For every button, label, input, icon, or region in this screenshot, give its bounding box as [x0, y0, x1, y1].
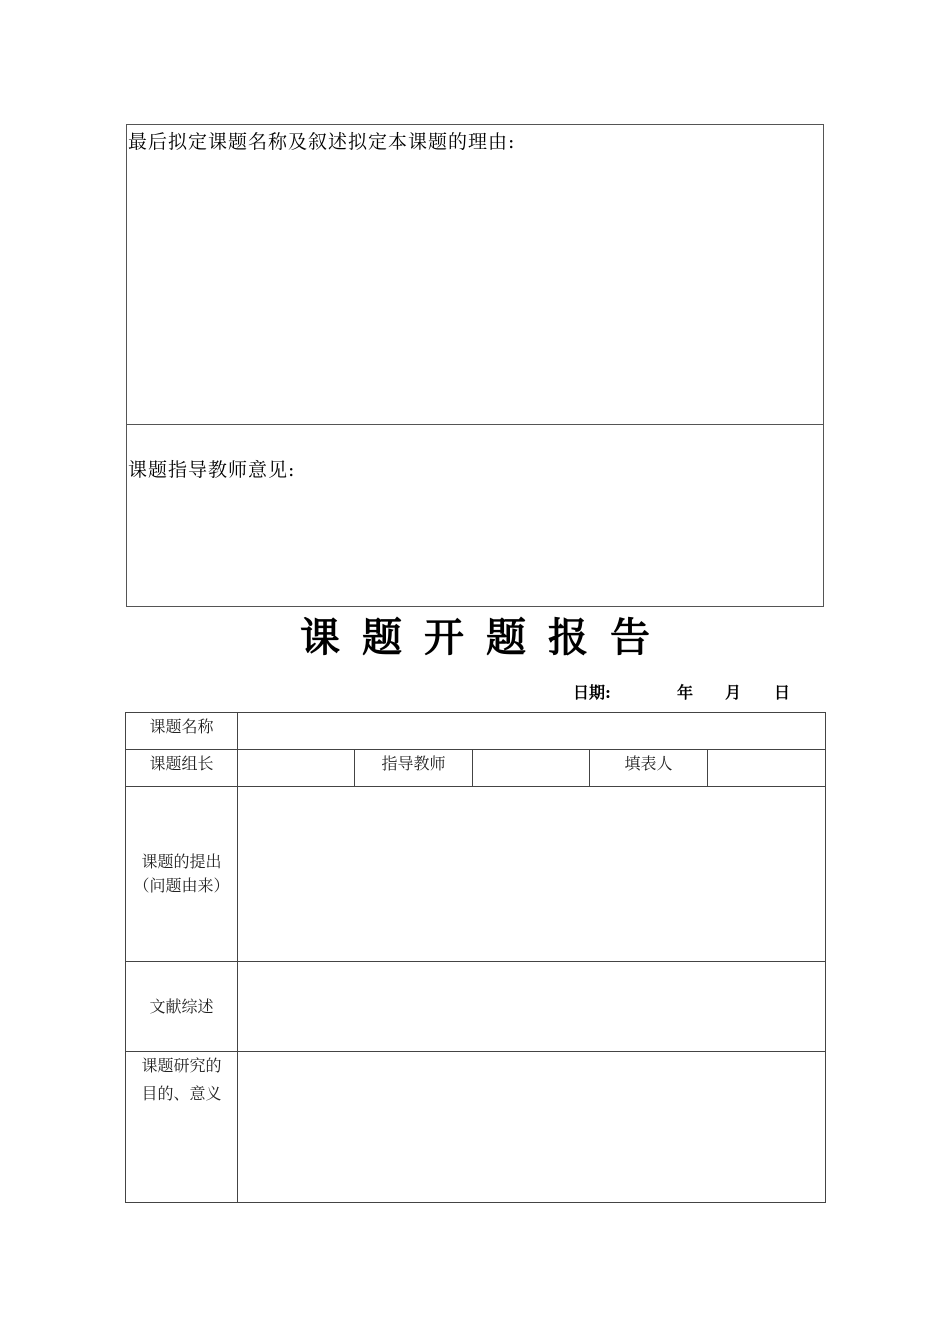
purpose-label-line2: 目的、意义: [141, 1084, 222, 1103]
literature-field[interactable]: [238, 962, 826, 1052]
filler-label: 填表人: [590, 750, 708, 787]
report-title: 课题开题报告: [300, 614, 672, 661]
date-year: 年: [677, 683, 694, 702]
reason-box[interactable]: [126, 124, 824, 425]
purpose-label: [126, 1052, 238, 1203]
leader-label: 课题组长: [126, 750, 238, 787]
report-table: [125, 712, 826, 1203]
origin-label-line1: 课题的提出: [141, 852, 222, 871]
topic-name-field[interactable]: [238, 713, 826, 750]
advisor-field[interactable]: [473, 750, 590, 787]
filler-field[interactable]: [708, 750, 826, 787]
reason-label: 最后拟定课题名称及叙述拟定本课题的理由:: [128, 131, 516, 153]
topic-name-label: 课题名称: [126, 713, 238, 750]
origin-label: [126, 787, 238, 962]
advisor-opinion-label: 课题指导教师意见:: [128, 459, 296, 481]
date-month: 月: [725, 683, 742, 702]
leader-field[interactable]: [238, 750, 355, 787]
purpose-field[interactable]: [238, 1052, 826, 1203]
literature-label: 文献综述: [126, 962, 238, 1052]
advisor-label: 指导教师: [355, 750, 473, 787]
advisor-opinion-box[interactable]: [126, 424, 824, 607]
origin-label-line2: （问题由来）: [133, 876, 230, 895]
date-day: 日: [774, 683, 791, 702]
purpose-label-line1: 课题研究的: [141, 1056, 222, 1075]
origin-field[interactable]: [238, 787, 826, 962]
date-label: 日期:: [573, 683, 611, 702]
